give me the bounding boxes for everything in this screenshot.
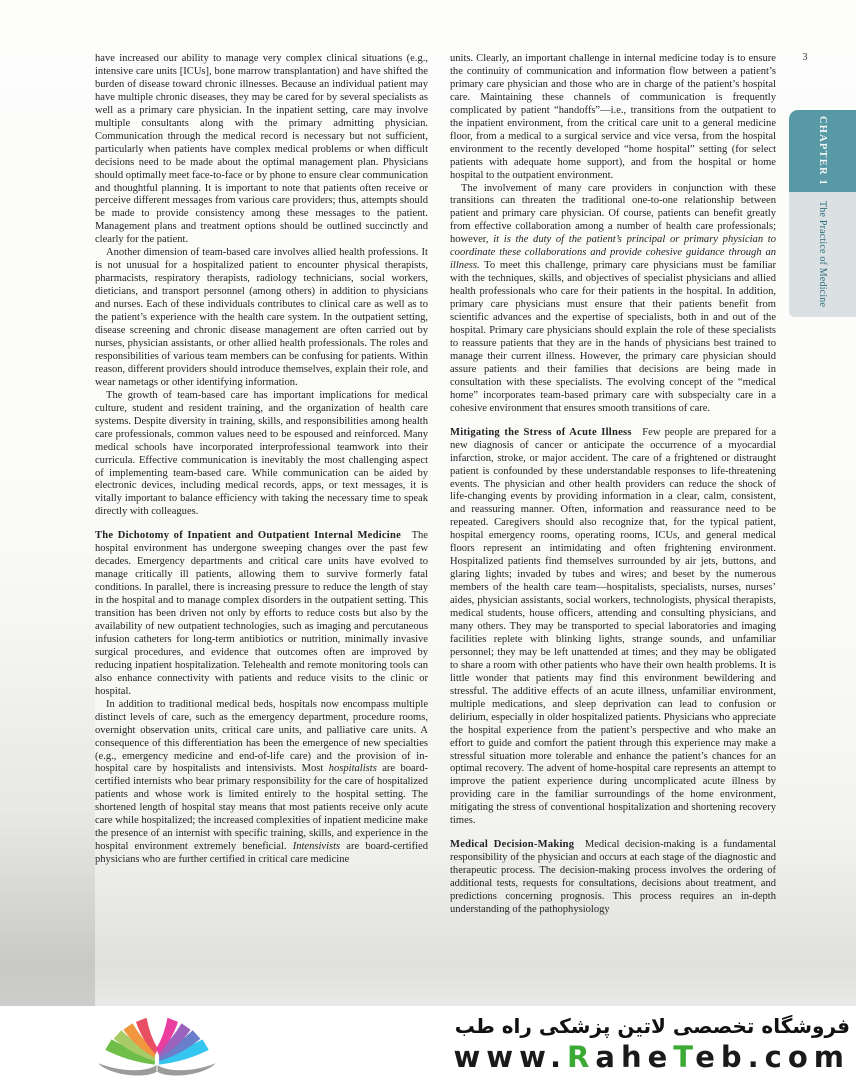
chapter-tab-header bbox=[789, 110, 856, 192]
chapter-tab-title bbox=[789, 192, 856, 317]
raheteb-book-logo-icon bbox=[82, 1010, 232, 1080]
footer bbox=[0, 1006, 856, 1080]
scan-shadow bbox=[0, 520, 95, 1006]
page-number: 3 bbox=[802, 52, 808, 63]
chapter-thumb-tab bbox=[789, 110, 856, 317]
chapter-title-label: The Practice of Medicine bbox=[817, 201, 828, 308]
body-paragraph: The involvement of many care providers in conjunction with these transitions can threaten the traditional one-to-one relationship between patient and primary care physician. Of course, patients can benefit greatly from effective collaboration among a number of health care professionals; however, it is the duty of the patient’s principal or primary physician to coordinate these collaborations and provide cohesive guidance through an illness. To meet this challenge, primary care physicians must be familiar with the techniques, skills, and objectives of specialist physicians and allied health professionals who care for their patients in the hospital. In addition, primary care physicians must ensure that their patients benefit from scientific advances and the expertise of specialists, both in and out of the hospital. Primary care physicians should explain the role of these specialists to reassure patients that they are in the hands of physicians best trained to manage their current illness. However, the primary care physician should assure patients and their families that decisions are being made in consultation with these specialists. The evolving concept of the “medical home” incorporates team-based primary care with subspecialty care in a cohesive environment that ensures smooth transitions of care. bbox=[450, 182, 776, 414]
text-column-left bbox=[95, 53, 428, 867]
section-heading: Mitigating the Stress of Acute Illness bbox=[450, 426, 632, 438]
section-paragraph: Mitigating the Stress of Acute Illness Few people are prepared for a new diagnosis of cancer or anticipate the occurrence of a myocardial infarction, stroke, or major accident. The care of a frightened or distraught patient is confounded by these understandable responses to life-threatening events. The physician and other health providers can reduce the shock of life-changing events by providing information in a clear, calm, consistent, and reassuring manner. Often, information and reassurance need to be repeated. Caregivers should also recognize that, for the typical patient, hospital emergency rooms, operating rooms, ICUs, and general medical floors represent an intimidating and often frightening environment. Hospitalized patients find themselves surrounded by air jets, buttons, and glaring lights; invaded by tubes and wires; and beset by the numerous members of the health care team—hospitalists, specialists, nurses, nurses’ aides, physician assistants, social workers, technologists, physical therapists, medical students, house officers, attending and consulting physicians, and many others. They may be transported to special laboratories and imaging facilities replete with blinking lights, strange sounds, and unfamiliar personnel; they may be left unattended at times; and they may be obligated to share a room with other patients who have their own health problems. It is little wonder that patients may find this environment bewildering and stressful. The additive effects of an acute illness, unfamiliar environment, multiple medications, and sleep deprivation can lead to confusion or delirium, especially in older hospitalized patients. Physicians who appreciate the hospital experience from the patient’s perspective and who make an effort to guide and comfort the patient through this experience may make a stressful situation more tolerable and enhance the patient’s chances for an optimal recovery. The advent of home-hospital care represents an attempt to improve the patient experience during uncomplicated acute illness by providing care in the familiar surroundings of the home environment, mitigating the stress of conventional hospitalization and shortening recovery times. bbox=[450, 426, 776, 827]
section-heading: Medical Decision-Making bbox=[450, 839, 575, 851]
text-column-right bbox=[450, 53, 776, 917]
section-heading: The Dichotomy of Inpatient and Outpatient Internal Medicine bbox=[95, 530, 402, 542]
body-paragraph: Another dimension of team-based care involves allied health professions. It is not unusual for a hospitalized patient to encounter physical therapists, pharmacists, respiratory therapists, radiology technicians, social workers, dieticians, and transport personnel (among others) in addition to physicians and nurses. Each of these individuals contributes to clinical care as well as to the patient’s experience with the health care system. In the outpatient setting, disease screening and chronic disease management are often carried out by nurses, physician assistants, or other allied health professionals. The roles and responsibilities of various team members can be confusing for patients. Within reason, different providers should introduce themselves, explain their role, and wear nametags or other identifying information. bbox=[95, 247, 428, 388]
body-paragraph: have increased our ability to manage very complex clinical situations (e.g., intensive care units [ICUs], bone marrow transplantation) and have shifted the burden of disease toward chronic illnesses. Because an individual patient may have multiple chronic diseases, they may be cared for by several specialists as well as a primary care physician. In the inpatient setting, care may involve multiple consultants along with the primary admitting physician. Communication through the medical record is necessary but not sufficient, particularly when patients have complex medical problems or when difficult decisions need to be made about the optimal management plan. Physicians should optimally meet face-to-face or by phone to ensure clear communication and thoughtful planning. It is important to note that patients often receive or perceive different messages from various care providers; thus, attempts should be made to provide consistency among these messages to the patient. Management plans and treatment options should be outlined succinctly and clearly for the patient. bbox=[95, 53, 428, 246]
body-paragraph: The growth of team-based care has important implications for medical culture, student and resident training, and the organization of health care systems. Despite diversity in training, skills, and responsibilities among health care professionals, common values need to be espoused and reinforced. Many medical schools have incorporated interprofessional teamwork into their curricula. Effective communication is inevitably the most challenging aspect of implementing team-based care. While communication can be aided by electronic devices, including medical records, apps, or text messages, it is vitally important to balance efficiency with taking the necessary time to speak directly with colleagues. bbox=[95, 389, 428, 518]
body-paragraph: units. Clearly, an important challenge in internal medicine today is to ensure the continuity of communication and information flow between a patient’s primary care physician and those who are in charge of the patient’s hospital care. Maintaining these channels of communication is frequently complicated by patient “handoffs”—i.e., transitions from the outpatient to the inpatient environment, from the critical care unit to a general medicine floor, from a medical to a surgical service and vice versa, from the hospital environment to the recently developed “home hospital” setting (for select patients with adequate home support), and from the hospital or home hospital to the outpatient environment. bbox=[450, 53, 776, 181]
section-paragraph: The Dichotomy of Inpatient and Outpatient Internal Medicine The hospital environment has undergone sweeping changes over the past few decades. Emergency departments and critical care units have evolved to manage critically ill patients, allowing them to survive formerly fatal conditions. In parallel, there is increasing pressure to reduce the length of stay in the hospital and to manage complex disorders in the outpatient setting. This transition has been driven not only by efforts to reduce costs but also by the availability of new outpatient technologies, such as imaging and percutaneous infusion catheters for long-term antibiotics or nutrition, minimally invasive surgical procedures, and evidence that outcomes often are improved by reducing inpatient hospitalization. Telehealth and remote monitoring tools can also enhance connectivity with patients and reduce visits to the clinic or hospital. bbox=[95, 530, 428, 697]
chapter-number-label: CHAPTER 1 bbox=[817, 115, 828, 186]
body-paragraph: In addition to traditional medical beds, hospitals now encompass multiple distinct levels of care, such as the emergency department, procedure rooms, overnight observation units, critical care units, and palliative care units. A consequence of this differentiation has been the emergence of new specialties (e.g., emergency medicine and end-of-life care) and the provision of in-hospital care by hospitalists and intensivists. Most hospitalists are board-certified internists who bear primary responsibility for the care of hospitalized patients and whose work is limited entirely to the hospital setting. The shortened length of hospital stay means that most patients receive only acute care while hospitalized; the increased complexities of inpatient medicine make the presence of an internist with specific training, skills, and experience in the hospital environment extremely beneficial. Intensivists are board-certified physicians who are further certified in critical care medicine bbox=[95, 698, 428, 866]
footer-url: www.RaheTeb.com bbox=[453, 1040, 850, 1074]
footer-text-block bbox=[454, 1014, 851, 1073]
store-name-farsi: فروشگاه تخصصی لاتین پزشکی راه طب bbox=[454, 1014, 850, 1038]
section-paragraph: Medical Decision-Making Medical decision-making is a fundamental responsibility of the physician and occurs at each stage of the diagnostic and therapeutic process. The decision-making process involves the ordering of additional tests, requests for consultations, decisions about treatment, and predictions concerning prognosis. This process requires an in-depth understanding of the pathophysiology bbox=[450, 839, 776, 915]
